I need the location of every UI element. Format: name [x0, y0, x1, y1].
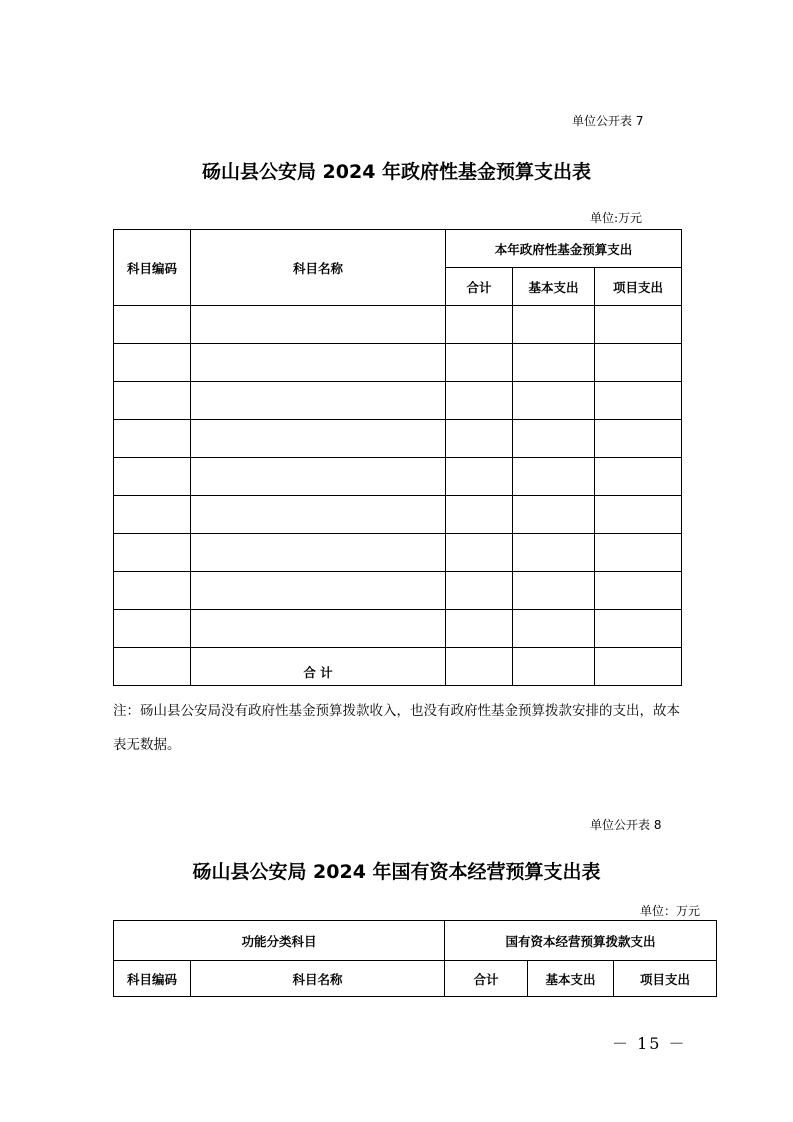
table-row	[114, 496, 682, 534]
header-basic: 基本支出	[528, 961, 614, 997]
table8-unit: 单位：万元	[640, 904, 701, 918]
page-number: － 15 －	[612, 1034, 687, 1053]
table-row	[114, 610, 682, 648]
header-total: 合计	[446, 268, 513, 306]
header-exp-group: 国有资本经营预算拨款支出	[445, 921, 717, 961]
table-row	[114, 458, 682, 496]
table-row	[114, 382, 682, 420]
header-project: 项目支出	[595, 268, 682, 306]
header-name: 科目名称	[191, 961, 445, 997]
table-row	[114, 344, 682, 382]
form-number-8: 单位公开表 8	[590, 818, 662, 832]
header-project: 项目支出	[614, 961, 717, 997]
table8-title: 砀山县公安局 2024 年国有资本经营预算支出表	[192, 861, 601, 883]
table7-note: 注：砀山县公安局没有政府性基金预算拨款收入，也没有政府性基金预算拨款安排的支出，故本表无数据。	[113, 703, 680, 753]
table-row	[114, 306, 682, 344]
total-row	[114, 648, 682, 686]
header-name: 科目名称	[191, 230, 446, 306]
header-group: 本年政府性基金预算支出	[446, 230, 682, 268]
table-row	[114, 572, 682, 610]
table7-title: 砀山县公安局 2024 年政府性基金预算支出表	[201, 161, 592, 183]
table-row	[114, 534, 682, 572]
table7-unit: 单位:万元	[590, 211, 643, 225]
header-code: 科目编码	[114, 230, 191, 306]
table7	[113, 229, 682, 686]
total-label: 合 计	[191, 648, 446, 686]
header-total: 合计	[445, 961, 528, 997]
table-row	[114, 420, 682, 458]
header-func-group: 功能分类科目	[114, 921, 445, 961]
form-number-7: 单位公开表 7	[572, 114, 644, 128]
header-basic: 基本支出	[513, 268, 595, 306]
header-code: 科目编码	[114, 961, 191, 997]
table8	[113, 920, 717, 997]
